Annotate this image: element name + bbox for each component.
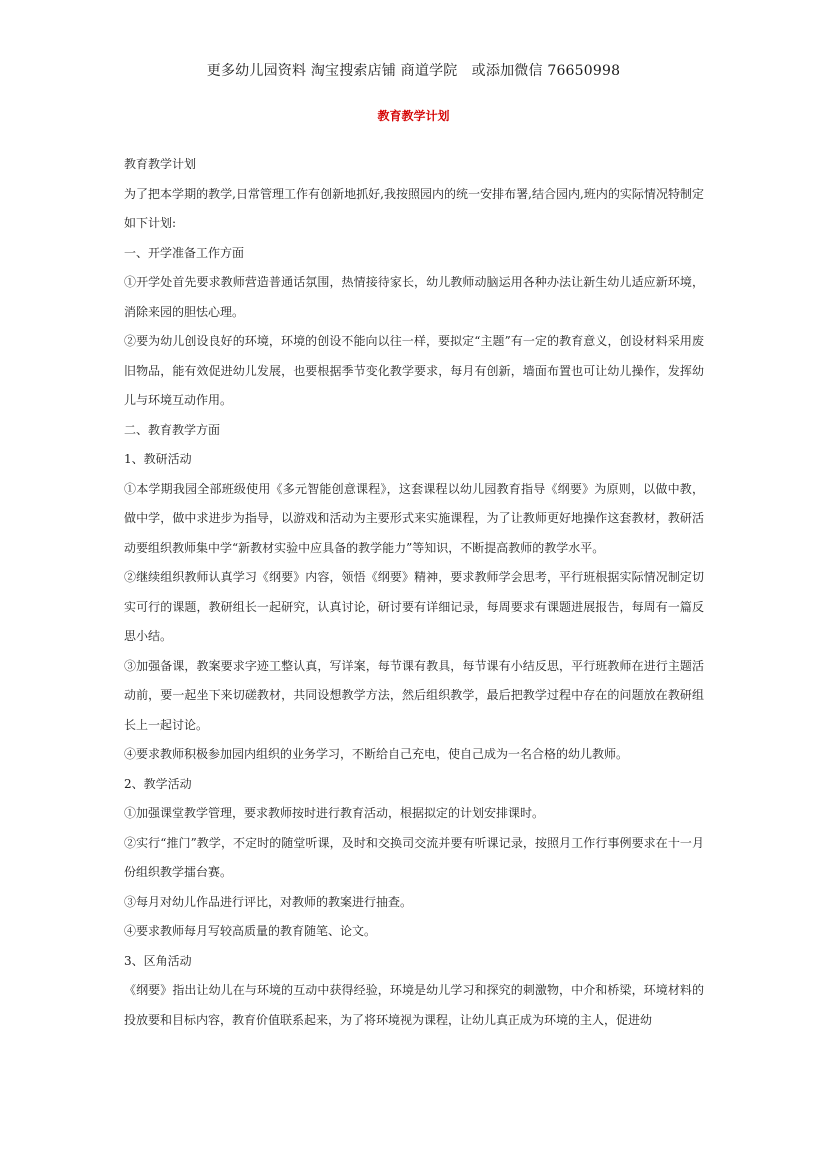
paragraph: ①加强课堂教学管理，要求教师按时进行教育活动，根据拟定的计划安排课时。 (124, 806, 545, 820)
section-heading-teaching: 二、教育教学方面 (124, 422, 221, 437)
paragraph: ④要求教师积极参加园内组织的业务学习，不断给自己充电，使自己成为一名合格的幼儿教师。 (124, 747, 629, 761)
paragraph: 《纲要》指出让幼儿在与环境的互动中获得经验，环境是幼儿学习和探究的刺激物，中介和桥梁，环境材料的投放要和目标内容，教育价值联系起来，为了将环境视为课程，让幼儿真正成为环境的主人，促进幼 (124, 983, 704, 1027)
subsection-heading-activities: 2、教学活动 (124, 776, 192, 791)
subsection-heading-corner: 3、区角活动 (124, 953, 192, 968)
paragraph: ②要为幼儿创设良好的环境，环境的创设不能向以往一样，要拟定“主题”有一定的教育意义，创设材料采用废旧物品，能有效促进幼儿发展，也要根据季节变化教学要求，每月有创新，墙面布置也可让幼儿操作，发挥幼儿与环境互动作用。 (124, 334, 704, 407)
subsection-heading-research: 1、教研活动 (124, 452, 192, 466)
paragraph: ②继续组织教师认真学习《纲要》内容，领悟《纲要》精神，要求教师学会思考，平行班根据实际情况制定切实可行的课题，教研组长一起研究，认真讨论，研讨要有详细记录，每周要求有课题进展报告，每周有一篇反思小结。 (124, 570, 704, 643)
promo-header: 更多幼儿园资料 淘宝搜索店铺 商道学院 或添加微信 76650998 (206, 63, 621, 79)
paragraph: ①开学处首先要求教师营造普通话氛围，热情接待家长，幼儿教师动脑运用各种办法让新生幼儿适应新环境，消除来园的胆怯心理。 (124, 275, 704, 319)
paragraph-intro: 为了把本学期的教学,日常管理工作有创新地抓好,我按照园内的统一安排布署,结合园内,班内的实际情况特制定如下计划: (124, 186, 704, 230)
paragraph: ②实行“推门”教学，不定时的随堂听课，及时和交换司交流并要有听课记录，按照月工作行事例要求在十一月份组织教学擂台赛。 (124, 835, 704, 879)
section-heading-preparation: 一、开学准备工作方面 (124, 245, 245, 260)
paragraph-subtitle: 教育教学计划 (124, 157, 197, 171)
document-body (124, 150, 704, 1035)
paragraph: ①本学期我园全部班级使用《多元智能创意课程》，这套课程以幼儿园教育指导《纲要》为原则，以做中教，做中学，做中求进步为指导，以游戏和活动为主要形式来实施课程，为了让教师更好地操作这套教材，教研活动要组织教师集中学“新教材实验中应具备的教学能力”等知识，不断提高教师的教学水平。 (124, 481, 704, 555)
paragraph: ③每月对幼儿作品进行评比，对教师的教案进行抽查。 (124, 894, 413, 909)
document-title: 教育教学计划 (377, 109, 450, 123)
paragraph: ④要求教师每月写较高质量的教育随笔、论文。 (124, 924, 377, 938)
paragraph: ③加强备课，教案要求字迹工整认真，写详案，每节课有教具，每节课有小结反思，平行班教师在进行主题活动前，要一起坐下来切磋教材，共同设想教学方法，然后组织教学，最后把教学过程中存在的问题放在教研组长上一起讨论。 (124, 658, 704, 732)
